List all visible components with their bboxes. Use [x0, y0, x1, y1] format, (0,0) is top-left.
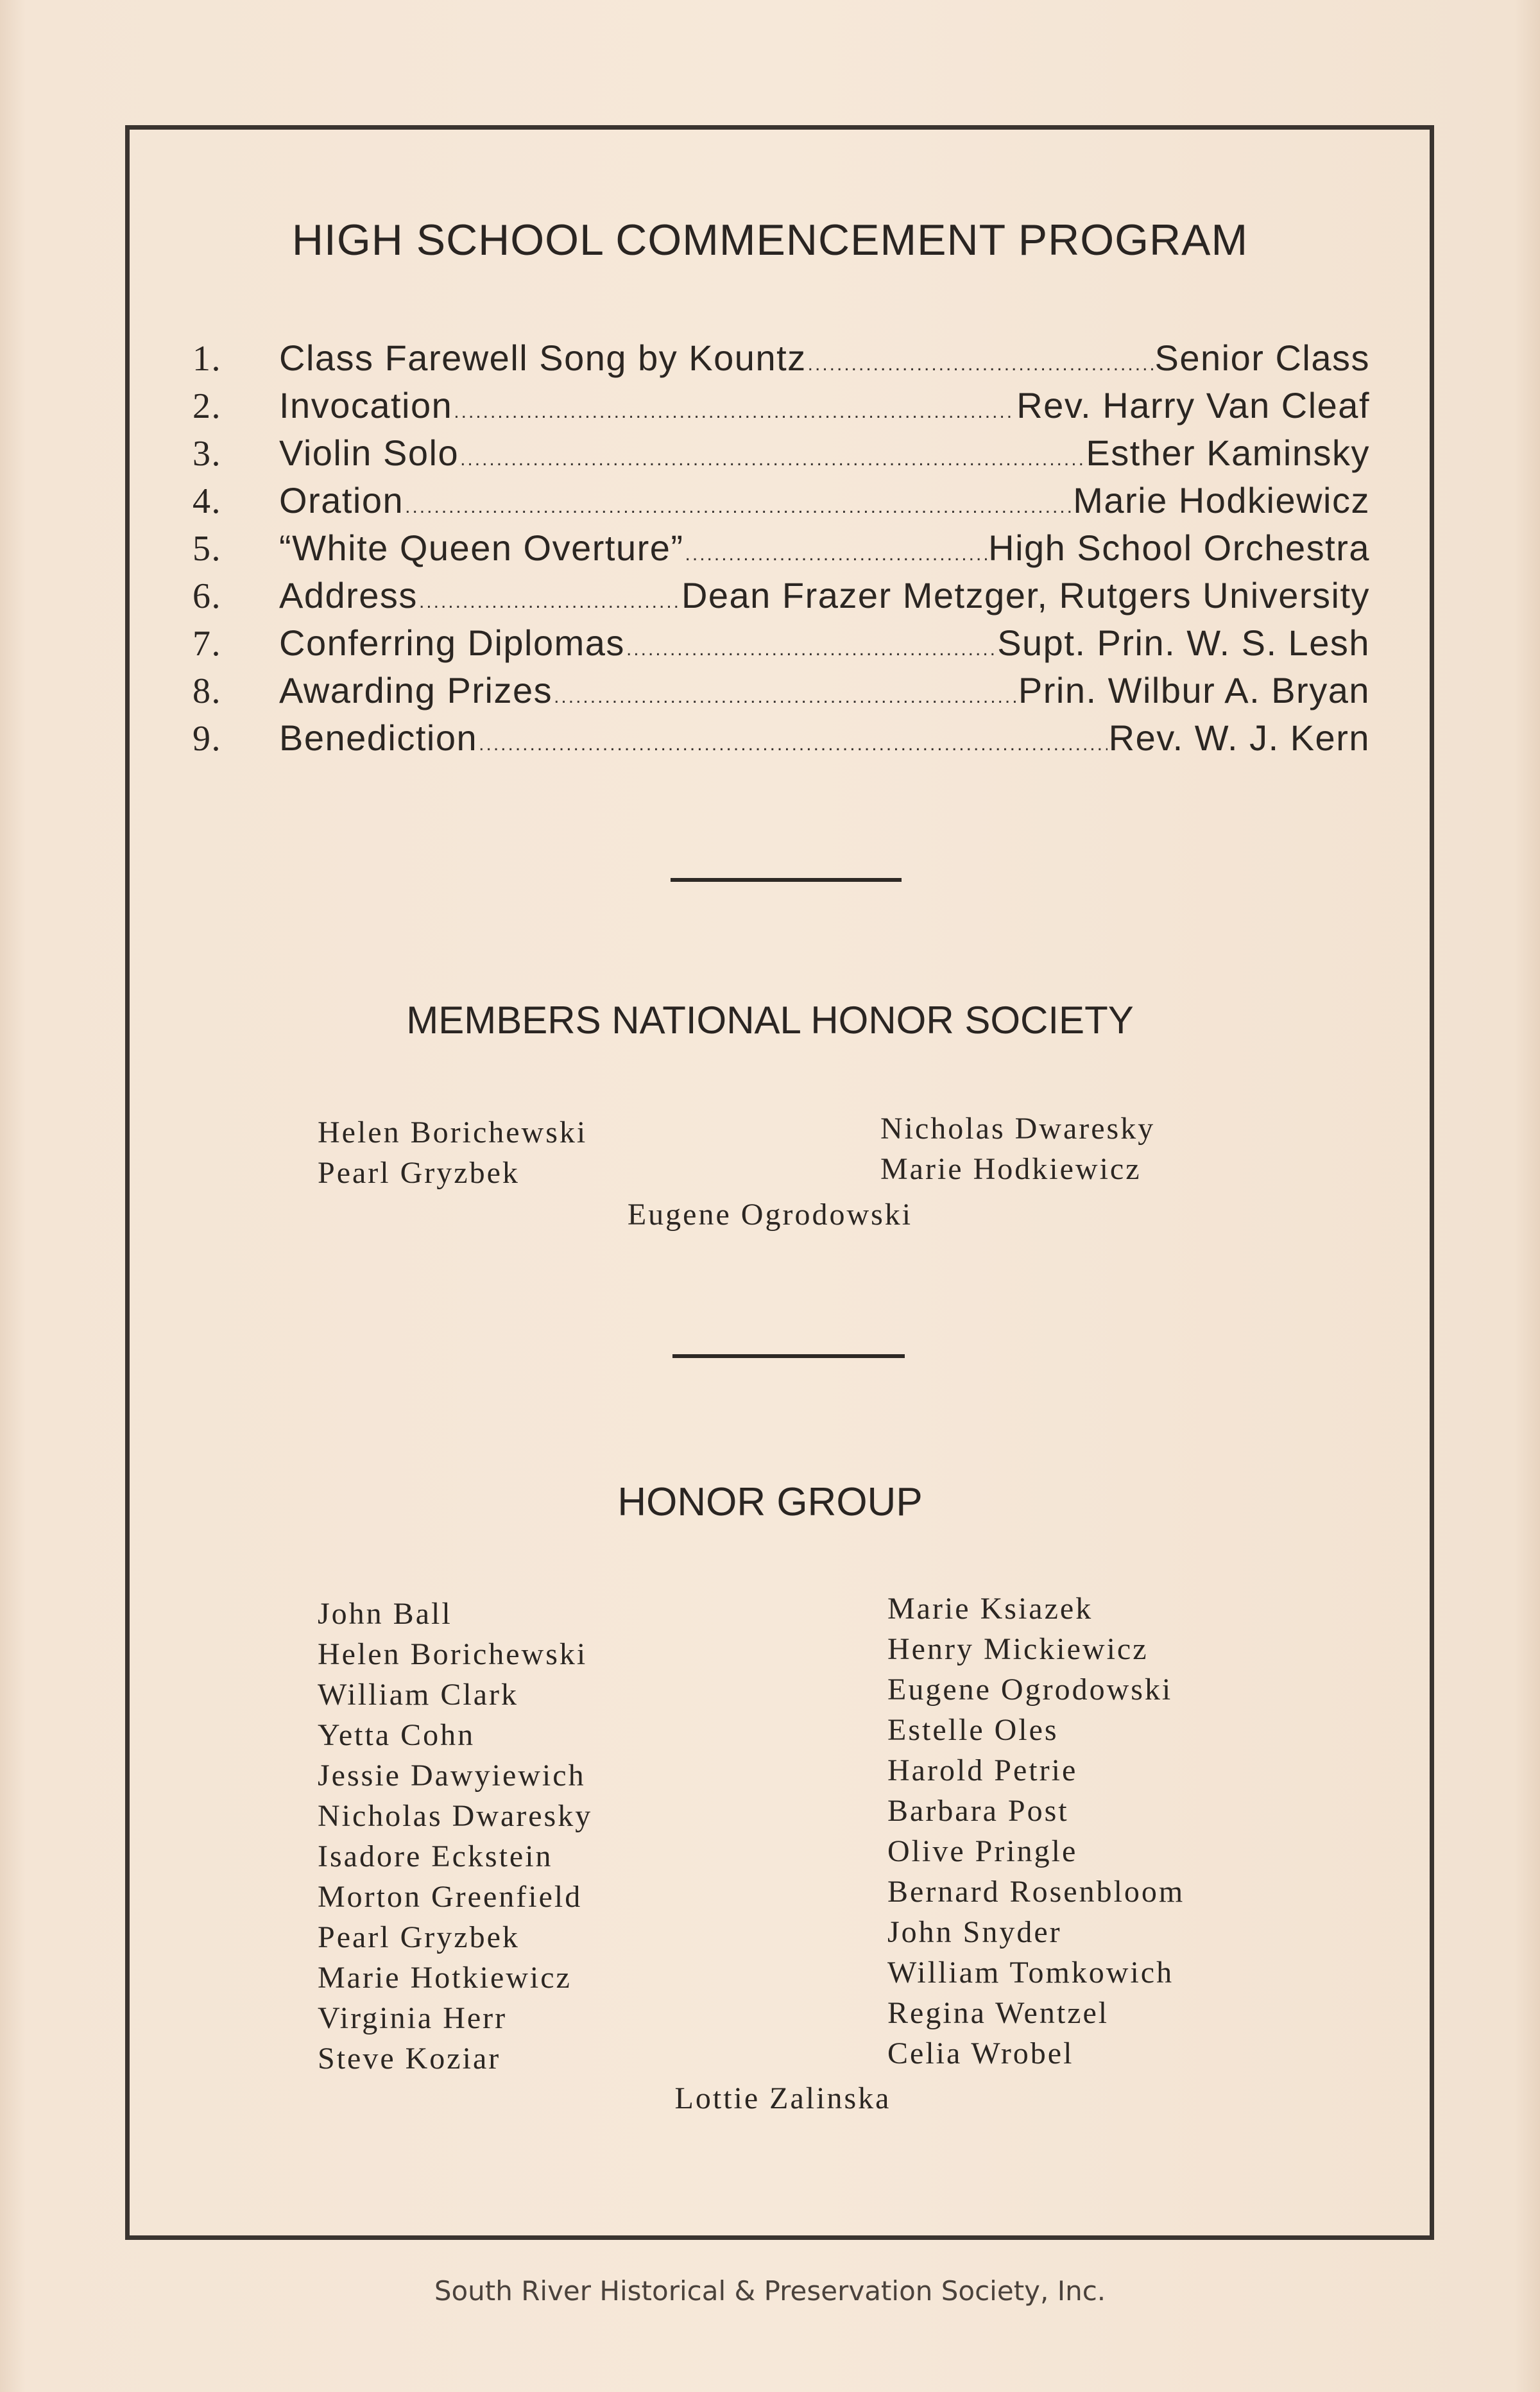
dot-leader — [460, 449, 1084, 470]
name-entry: Morton Greenfield — [318, 1880, 583, 1914]
dot-leader — [808, 354, 1154, 375]
honor-group-center-name: Lottie Zalinska — [674, 2081, 891, 2115]
name-entry: John Snyder — [887, 1915, 1062, 1949]
program-item-title: Invocation — [279, 385, 453, 426]
divider-rule — [671, 878, 902, 882]
name-entry: Olive Pringle — [887, 1834, 1078, 1868]
name-entry: Henry Mickiewicz — [887, 1632, 1149, 1666]
name-entry: Marie Hodkiewicz — [880, 1152, 1142, 1186]
program-item — [193, 574, 1370, 622]
program-item-performer: Rev. W. J. Kern — [1108, 718, 1370, 758]
honor-group-right-column — [887, 1588, 1185, 2074]
program-item — [193, 669, 1370, 717]
name-entry: Harold Petrie — [887, 1753, 1078, 1787]
dot-leader — [479, 734, 1107, 755]
program-item — [193, 432, 1370, 479]
name-entry: Marie Hotkiewicz — [318, 1961, 572, 1995]
program-item — [193, 527, 1370, 574]
program-title: HIGH SCHOOL COMMENCEMENT PROGRAM — [291, 216, 1249, 264]
honor-group-left-column — [318, 1594, 592, 2079]
name-entry: Nicholas Dwaresky — [318, 1799, 593, 1833]
name-entry: William Clark — [318, 1678, 519, 1712]
program-item-number: 6. — [193, 576, 221, 616]
name-entry: Eugene Ogrodowski — [887, 1673, 1173, 1707]
name-entry: Bernard Rosenbloom — [887, 1875, 1185, 1909]
program-item-number: 8. — [193, 671, 221, 711]
program-item-number: 4. — [193, 481, 221, 521]
name-entry: Pearl Gryzbek — [318, 1156, 520, 1190]
program-item-title: Violin Solo — [279, 433, 459, 473]
name-entry: William Tomkowich — [887, 1956, 1174, 1990]
program-item-performer: Esther Kaminsky — [1086, 433, 1370, 473]
program-item-number: 2. — [193, 386, 221, 426]
program-item — [193, 384, 1370, 432]
dot-leader — [419, 591, 680, 613]
footer-credit: South River Historical & Preservation Society, Inc. — [434, 2275, 1106, 2307]
program-item-performer: Marie Hodkiewicz — [1073, 480, 1370, 521]
program-item-number: 1. — [193, 339, 221, 379]
program-item-number: 9. — [193, 719, 221, 759]
program-item-performer: High School Orchestra — [988, 528, 1370, 568]
name-entry: Virginia Herr — [318, 2001, 508, 2035]
program-item-performer: Rev. Harry Van Cleaf — [1016, 385, 1370, 426]
name-entry: Yetta Cohn — [318, 1718, 475, 1752]
program-item-performer: Supt. Prin. W. S. Lesh — [997, 623, 1370, 663]
honor-society-title: MEMBERS NATIONAL HONOR SOCIETY — [406, 999, 1134, 1042]
dot-leader — [454, 401, 1015, 423]
program-item-number: 3. — [193, 434, 221, 474]
program-item-performer: Prin. Wilbur A. Bryan — [1018, 670, 1370, 710]
program-item-title: Class Farewell Song by Kountz — [279, 338, 807, 378]
name-entry: Celia Wrobel — [887, 2036, 1074, 2070]
program-list — [193, 337, 1370, 764]
name-entry: Regina Wentzel — [887, 1996, 1109, 2030]
dot-leader — [685, 544, 988, 565]
program-item-number: 5. — [193, 529, 221, 569]
program-item-performer: Senior Class — [1154, 338, 1370, 378]
dot-leader — [405, 496, 1072, 518]
program-item-title: Benediction — [279, 718, 478, 758]
name-entry: Helen Borichewski — [318, 1115, 588, 1149]
honor-society-right-column — [880, 1108, 1155, 1189]
program-item-performer: Dean Frazer Metzger, Rutgers University — [681, 575, 1370, 615]
name-entry: Pearl Gryzbek — [318, 1920, 520, 1954]
name-entry: Jessie Dawyiewich — [318, 1759, 586, 1793]
honor-society-center-name: Eugene Ogrodowski — [627, 1198, 913, 1232]
program-item-title: Conferring Diplomas — [279, 623, 625, 663]
program-item-title: “White Queen Overture” — [279, 528, 684, 568]
program-item — [193, 717, 1370, 764]
program-item — [193, 479, 1370, 527]
program-item-number: 7. — [193, 624, 221, 664]
name-entry: Isadore Eckstein — [318, 1839, 553, 1873]
name-entry: Estelle Oles — [887, 1713, 1059, 1747]
honor-group-title: HONOR GROUP — [617, 1480, 923, 1524]
name-entry: Steve Koziar — [318, 2042, 501, 2076]
dot-leader — [554, 686, 1017, 708]
divider-rule — [672, 1354, 905, 1358]
program-item — [193, 337, 1370, 384]
name-entry: Nicholas Dwaresky — [880, 1112, 1156, 1146]
program-item — [193, 622, 1370, 669]
program-item-title: Awarding Prizes — [279, 670, 553, 710]
name-entry: Helen Borichewski — [318, 1637, 588, 1671]
name-entry: John Ball — [318, 1597, 452, 1631]
honor-society-left-column — [318, 1112, 587, 1193]
program-item-title: Address — [279, 575, 418, 615]
dot-leader — [626, 639, 996, 660]
name-entry: Marie Ksiazek — [887, 1592, 1093, 1626]
name-entry: Barbara Post — [887, 1794, 1069, 1828]
program-item-title: Oration — [279, 480, 404, 521]
